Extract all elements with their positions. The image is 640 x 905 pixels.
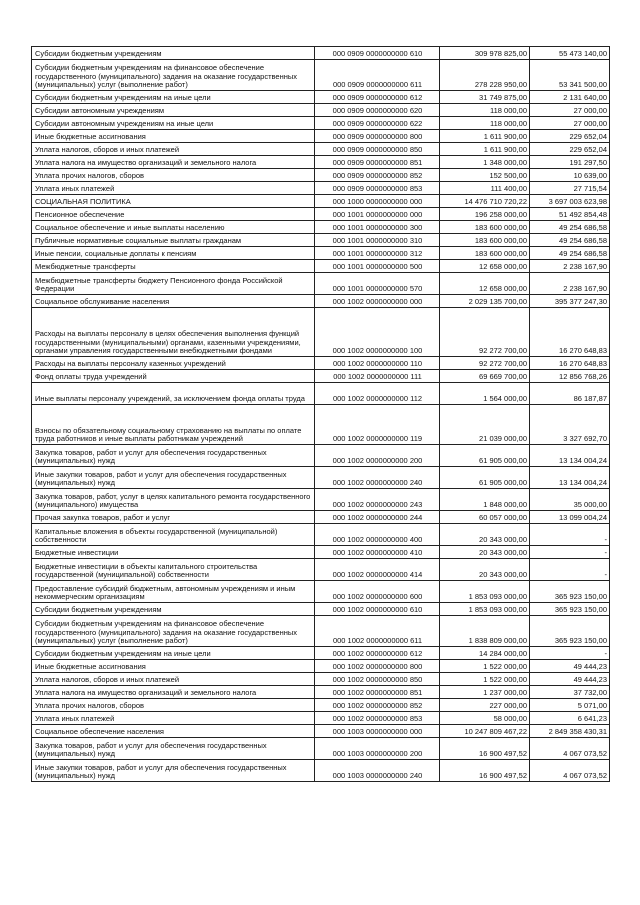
expense-name-text: Уплата налогов, сборов и иных платежей xyxy=(35,675,180,685)
table-row xyxy=(32,117,610,130)
expense-name-cell xyxy=(32,295,315,308)
executed-amount-cell: 53 341 500,00 xyxy=(530,60,610,91)
budget-code-cell: 000 0909 0000000000 622 xyxy=(315,117,440,130)
expense-name-cell xyxy=(32,524,315,546)
budget-code-cell: 000 0909 0000000000 611 xyxy=(315,60,440,91)
table-row xyxy=(32,47,610,60)
expense-name-cell xyxy=(32,195,315,208)
budget-code-cell: 000 1002 0000000000 100 xyxy=(315,308,440,357)
executed-amount-cell: 16 270 648,83 xyxy=(530,308,610,357)
table-row xyxy=(32,524,610,546)
budget-code-cell: 000 0909 0000000000 610 xyxy=(315,47,440,60)
table-row xyxy=(32,603,610,616)
expense-name-text: Иные бюджетные ассигнования xyxy=(35,662,146,672)
expense-name-cell xyxy=(32,370,315,383)
expense-name-text: Социальное обеспечение населения xyxy=(35,727,164,737)
expense-name-text: Закупка товаров, работ и услуг для обеспечения государственных (муниципальных) нужд xyxy=(35,447,267,466)
budget-code-cell: 000 1001 0000000000 500 xyxy=(315,260,440,273)
budget-code-cell: 000 1001 0000000000 570 xyxy=(315,273,440,295)
executed-amount-cell: 13 134 004,24 xyxy=(530,445,610,467)
approved-amount-cell: 152 500,00 xyxy=(440,169,530,182)
expense-name-cell xyxy=(32,383,315,405)
budget-code-cell: 000 1003 0000000000 000 xyxy=(315,725,440,738)
budget-code-cell: 000 1001 0000000000 000 xyxy=(315,208,440,221)
expense-name-cell xyxy=(32,221,315,234)
executed-amount-cell: 27 715,54 xyxy=(530,182,610,195)
table-row xyxy=(32,91,610,104)
expense-name-text: Субсидии бюджетным учреждениям на иные цели xyxy=(35,649,211,659)
budget-code-cell: 000 1001 0000000000 300 xyxy=(315,221,440,234)
executed-amount-cell: 55 473 140,00 xyxy=(530,47,610,60)
table-row xyxy=(32,60,610,91)
executed-amount-cell: 191 297,50 xyxy=(530,156,610,169)
expense-name-cell xyxy=(32,47,315,60)
table-row xyxy=(32,489,610,511)
table-row xyxy=(32,616,610,647)
approved-amount-cell: 14 476 710 720,22 xyxy=(440,195,530,208)
executed-amount-cell: 35 000,00 xyxy=(530,489,610,511)
budget-code-cell: 000 1002 0000000000 414 xyxy=(315,559,440,581)
budget-code-cell: 000 1002 0000000000 850 xyxy=(315,673,440,686)
expense-name-cell xyxy=(32,273,315,295)
approved-amount-cell: 1 853 093 000,00 xyxy=(440,581,530,603)
expense-name-text: Уплата иных платежей xyxy=(35,714,115,724)
approved-amount-cell: 16 900 497,52 xyxy=(440,738,530,760)
approved-amount-cell: 183 600 000,00 xyxy=(440,234,530,247)
budget-code-cell: 000 1000 0000000000 000 xyxy=(315,195,440,208)
expense-name-text: Субсидии автономным учреждениям xyxy=(35,106,165,116)
expense-name-text: Прочая закупка товаров, работ и услуг xyxy=(35,513,171,523)
executed-amount-cell: 49 444,23 xyxy=(530,660,610,673)
expense-name-text: Уплата налога на имущество организаций и земельного налога xyxy=(35,688,257,698)
table-row xyxy=(32,208,610,221)
expense-name-cell xyxy=(32,673,315,686)
expense-name-text: Субсидии бюджетным учреждениям на иные цели xyxy=(35,93,211,103)
table-row xyxy=(32,234,610,247)
executed-amount-cell: 5 071,00 xyxy=(530,699,610,712)
expense-name-cell xyxy=(32,182,315,195)
approved-amount-cell: 61 905 000,00 xyxy=(440,467,530,489)
approved-amount-cell: 118 000,00 xyxy=(440,117,530,130)
table-row xyxy=(32,647,610,660)
approved-amount-cell: 92 272 700,00 xyxy=(440,357,530,370)
expense-name-cell xyxy=(32,104,315,117)
expense-name-text: Субсидии бюджетным учреждениям на финансовое обеспечение государственного (муниципального) задания на оказание государственных (муниципальных) услуг (выполнение работ) xyxy=(35,619,298,646)
budget-code-cell: 000 1002 0000000000 610 xyxy=(315,603,440,616)
table-row xyxy=(32,143,610,156)
executed-amount-cell: 49 254 686,58 xyxy=(530,247,610,260)
approved-amount-cell: 20 343 000,00 xyxy=(440,559,530,581)
approved-amount-cell: 278 228 950,00 xyxy=(440,60,530,91)
executed-amount-cell: 2 238 167,90 xyxy=(530,260,610,273)
executed-amount-cell: 37 732,00 xyxy=(530,686,610,699)
approved-amount-cell: 69 669 700,00 xyxy=(440,370,530,383)
table-row xyxy=(32,738,610,760)
executed-amount-cell: 49 254 686,58 xyxy=(530,234,610,247)
approved-amount-cell: 21 039 000,00 xyxy=(440,405,530,445)
expense-name-cell xyxy=(32,511,315,524)
table-row xyxy=(32,686,610,699)
expense-name-text: Субсидии бюджетным учреждениям xyxy=(35,605,162,615)
approved-amount-cell: 12 658 000,00 xyxy=(440,273,530,295)
budget-code-cell: 000 1002 0000000000 851 xyxy=(315,686,440,699)
budget-code-cell: 000 0909 0000000000 620 xyxy=(315,104,440,117)
executed-amount-cell: 10 639,00 xyxy=(530,169,610,182)
expense-name-text: Иные пенсии, социальные доплаты к пенсиям xyxy=(35,249,197,259)
expense-name-text: Субсидии автономным учреждениям на иные цели xyxy=(35,119,214,129)
budget-code-cell: 000 1002 0000000000 110 xyxy=(315,357,440,370)
approved-amount-cell: 1 853 093 000,00 xyxy=(440,603,530,616)
budget-code-cell: 000 0909 0000000000 850 xyxy=(315,143,440,156)
budget-expenditure-table xyxy=(31,46,610,782)
budget-code-cell: 000 1003 0000000000 240 xyxy=(315,760,440,782)
expense-name-text: Фонд оплаты труда учреждений xyxy=(35,372,147,382)
budget-code-cell: 000 1002 0000000000 243 xyxy=(315,489,440,511)
expense-name-text: Иные закупки товаров, работ и услуг для обеспечения государственных (муниципальных) нужд xyxy=(35,762,287,781)
approved-amount-cell: 1 838 809 000,00 xyxy=(440,616,530,647)
budget-code-cell: 000 0909 0000000000 852 xyxy=(315,169,440,182)
executed-amount-cell: 49 254 686,58 xyxy=(530,221,610,234)
approved-amount-cell: 14 284 000,00 xyxy=(440,647,530,660)
table-row xyxy=(32,273,610,295)
budget-code-cell: 000 1001 0000000000 312 xyxy=(315,247,440,260)
expense-name-cell xyxy=(32,616,315,647)
executed-amount-cell: 51 492 854,48 xyxy=(530,208,610,221)
approved-amount-cell: 1 522 000,00 xyxy=(440,660,530,673)
budget-code-cell: 000 0909 0000000000 800 xyxy=(315,130,440,143)
expense-name-cell xyxy=(32,660,315,673)
expense-name-text: Пенсионное обеспечение xyxy=(35,210,125,220)
table-row xyxy=(32,383,610,405)
table-row xyxy=(32,247,610,260)
expense-name-cell xyxy=(32,725,315,738)
executed-amount-cell: 229 652,04 xyxy=(530,130,610,143)
budget-code-cell: 000 1002 0000000000 853 xyxy=(315,712,440,725)
executed-amount-cell: - xyxy=(530,524,610,546)
table-row xyxy=(32,308,610,357)
expense-name-cell xyxy=(32,247,315,260)
expense-name-cell xyxy=(32,60,315,91)
table-row xyxy=(32,673,610,686)
table-row xyxy=(32,295,610,308)
executed-amount-cell: - xyxy=(530,546,610,559)
approved-amount-cell: 1 611 900,00 xyxy=(440,130,530,143)
executed-amount-cell: 2 131 640,00 xyxy=(530,91,610,104)
expense-name-text: Уплата иных платежей xyxy=(35,184,115,194)
budget-code-cell: 000 0909 0000000000 612 xyxy=(315,91,440,104)
approved-amount-cell: 20 343 000,00 xyxy=(440,524,530,546)
budget-code-cell: 000 1002 0000000000 600 xyxy=(315,581,440,603)
table-row xyxy=(32,169,610,182)
approved-amount-cell: 1 848 000,00 xyxy=(440,489,530,511)
expense-name-cell xyxy=(32,130,315,143)
budget-code-cell: 000 1002 0000000000 410 xyxy=(315,546,440,559)
executed-amount-cell: 365 923 150,00 xyxy=(530,581,610,603)
table-row xyxy=(32,467,610,489)
budget-code-cell: 000 1002 0000000000 852 xyxy=(315,699,440,712)
executed-amount-cell: 2 849 358 430,31 xyxy=(530,725,610,738)
approved-amount-cell: 1 348 000,00 xyxy=(440,156,530,169)
executed-amount-cell: 49 444,23 xyxy=(530,673,610,686)
approved-amount-cell: 12 658 000,00 xyxy=(440,260,530,273)
approved-amount-cell: 20 343 000,00 xyxy=(440,546,530,559)
budget-code-cell: 000 1002 0000000000 612 xyxy=(315,647,440,660)
table-row xyxy=(32,104,610,117)
expense-name-text: Бюджетные инвестиции xyxy=(35,548,119,558)
approved-amount-cell: 1 611 900,00 xyxy=(440,143,530,156)
expense-name-text: Капитальные вложения в объекты государственной (муниципальной) собственности xyxy=(35,526,278,545)
table-row xyxy=(32,195,610,208)
expense-name-cell xyxy=(32,559,315,581)
expense-name-cell xyxy=(32,467,315,489)
table-row xyxy=(32,405,610,445)
budget-code-cell: 000 1002 0000000000 000 xyxy=(315,295,440,308)
approved-amount-cell: 227 000,00 xyxy=(440,699,530,712)
approved-amount-cell: 183 600 000,00 xyxy=(440,247,530,260)
expense-name-cell xyxy=(32,357,315,370)
table-row xyxy=(32,559,610,581)
table-row xyxy=(32,760,610,782)
approved-amount-cell: 111 400,00 xyxy=(440,182,530,195)
expense-name-cell xyxy=(32,260,315,273)
table-row xyxy=(32,712,610,725)
table-row xyxy=(32,581,610,603)
executed-amount-cell: 13 134 004,24 xyxy=(530,467,610,489)
expense-name-text: Межбюджетные трансферты бюджету Пенсионного фонда Российской Федерации xyxy=(35,275,283,294)
expense-name-text: Социальное обеспечение и иные выплаты населению xyxy=(35,223,225,233)
expense-name-text: Иные закупки товаров, работ и услуг для обеспечения государственных (муниципальных) нужд xyxy=(35,469,287,488)
budget-code-cell: 000 1002 0000000000 200 xyxy=(315,445,440,467)
table-row xyxy=(32,130,610,143)
budget-code-cell: 000 0909 0000000000 851 xyxy=(315,156,440,169)
approved-amount-cell: 92 272 700,00 xyxy=(440,308,530,357)
table-row xyxy=(32,725,610,738)
table-row xyxy=(32,156,610,169)
approved-amount-cell: 183 600 000,00 xyxy=(440,221,530,234)
executed-amount-cell: 3 697 003 623,98 xyxy=(530,195,610,208)
expense-name-text: Иные бюджетные ассигнования xyxy=(35,132,146,142)
expense-name-cell xyxy=(32,546,315,559)
expense-name-text: Субсидии бюджетным учреждениям на финансовое обеспечение государственного (муниципального) задания на оказание государственных (муниципальных) услуг (выполнение работ) xyxy=(35,63,298,90)
expense-name-text: Межбюджетные трансферты xyxy=(35,262,136,272)
table-row xyxy=(32,357,610,370)
expense-name-cell xyxy=(32,603,315,616)
expense-name-cell xyxy=(32,686,315,699)
approved-amount-cell: 196 258 000,00 xyxy=(440,208,530,221)
approved-amount-cell: 309 978 825,00 xyxy=(440,47,530,60)
executed-amount-cell: - xyxy=(530,647,610,660)
approved-amount-cell: 58 000,00 xyxy=(440,712,530,725)
expense-name-cell xyxy=(32,581,315,603)
budget-code-cell: 000 1002 0000000000 400 xyxy=(315,524,440,546)
expense-name-text: Предоставление субсидий бюджетным, автономным учреждениям и иным некоммерческим организациям xyxy=(35,583,296,602)
executed-amount-cell: 12 856 768,26 xyxy=(530,370,610,383)
expense-name-text: Уплата прочих налогов, сборов xyxy=(35,701,145,711)
expense-name-text: Социальное обслуживание населения xyxy=(35,297,170,307)
expense-name-text: Уплата налогов, сборов и иных платежей xyxy=(35,145,180,155)
expense-name-text: Закупка товаров, работ, услуг в целях капитального ремонта государственного (муниципального) имущества xyxy=(35,491,311,510)
executed-amount-cell: 4 067 073,52 xyxy=(530,738,610,760)
expense-name-cell xyxy=(32,699,315,712)
approved-amount-cell: 2 029 135 700,00 xyxy=(440,295,530,308)
approved-amount-cell: 61 905 000,00 xyxy=(440,445,530,467)
expense-name-text: Субсидии бюджетным учреждениям xyxy=(35,49,162,59)
executed-amount-cell: 365 923 150,00 xyxy=(530,616,610,647)
executed-amount-cell: 365 923 150,00 xyxy=(530,603,610,616)
executed-amount-cell: 6 641,23 xyxy=(530,712,610,725)
table-row xyxy=(32,511,610,524)
expense-name-text: Иные выплаты персоналу учреждений, за исключением фонда оплаты труда xyxy=(35,394,305,404)
budget-code-cell: 000 1001 0000000000 310 xyxy=(315,234,440,247)
expense-name-cell xyxy=(32,169,315,182)
executed-amount-cell: 229 652,04 xyxy=(530,143,610,156)
executed-amount-cell: 27 000,00 xyxy=(530,117,610,130)
table-row xyxy=(32,260,610,273)
expense-name-text: Взносы по обязательному социальному страхованию на выплаты по оплате труда работников и иные выплаты работникам учреждений xyxy=(35,425,302,444)
budget-code-cell: 000 1002 0000000000 800 xyxy=(315,660,440,673)
expense-name-text: СОЦИАЛЬНАЯ ПОЛИТИКА xyxy=(35,197,131,207)
approved-amount-cell: 1 564 000,00 xyxy=(440,383,530,405)
expense-name-cell xyxy=(32,405,315,445)
budget-code-cell: 000 1002 0000000000 111 xyxy=(315,370,440,383)
table-row xyxy=(32,182,610,195)
expense-name-text: Бюджетные инвестиции в объекты капитального строительства государственной (муниципальной) собственности xyxy=(35,561,258,580)
executed-amount-cell: - xyxy=(530,559,610,581)
expense-name-cell xyxy=(32,308,315,357)
expense-name-cell xyxy=(32,445,315,467)
table-body xyxy=(32,47,610,782)
approved-amount-cell: 1 522 000,00 xyxy=(440,673,530,686)
expense-name-cell xyxy=(32,647,315,660)
executed-amount-cell: 86 187,87 xyxy=(530,383,610,405)
expense-name-cell xyxy=(32,738,315,760)
budget-code-cell: 000 1003 0000000000 200 xyxy=(315,738,440,760)
executed-amount-cell: 27 000,00 xyxy=(530,104,610,117)
expense-name-cell xyxy=(32,234,315,247)
expense-name-cell xyxy=(32,712,315,725)
approved-amount-cell: 31 749 875,00 xyxy=(440,91,530,104)
executed-amount-cell: 13 099 004,24 xyxy=(530,511,610,524)
table-row xyxy=(32,699,610,712)
table-row xyxy=(32,370,610,383)
expense-name-cell xyxy=(32,760,315,782)
expense-name-text: Уплата прочих налогов, сборов xyxy=(35,171,145,181)
budget-code-cell: 000 1002 0000000000 240 xyxy=(315,467,440,489)
approved-amount-cell: 10 247 809 467,22 xyxy=(440,725,530,738)
expense-name-cell xyxy=(32,489,315,511)
table-row xyxy=(32,660,610,673)
budget-code-cell: 000 1002 0000000000 244 xyxy=(315,511,440,524)
expense-name-text: Уплата налога на имущество организаций и земельного налога xyxy=(35,158,257,168)
approved-amount-cell: 60 057 000,00 xyxy=(440,511,530,524)
table-row xyxy=(32,546,610,559)
executed-amount-cell: 395 377 247,30 xyxy=(530,295,610,308)
approved-amount-cell: 118 000,00 xyxy=(440,104,530,117)
expense-name-cell xyxy=(32,117,315,130)
budget-code-cell: 000 1002 0000000000 112 xyxy=(315,383,440,405)
executed-amount-cell: 16 270 648,83 xyxy=(530,357,610,370)
expense-name-cell xyxy=(32,156,315,169)
executed-amount-cell: 2 238 167,90 xyxy=(530,273,610,295)
executed-amount-cell: 4 067 073,52 xyxy=(530,760,610,782)
budget-code-cell: 000 1002 0000000000 611 xyxy=(315,616,440,647)
approved-amount-cell: 1 237 000,00 xyxy=(440,686,530,699)
expense-name-text: Расходы на выплаты персоналу казенных учреждений xyxy=(35,359,226,369)
table-row xyxy=(32,221,610,234)
expense-name-cell xyxy=(32,91,315,104)
expense-name-text: Публичные нормативные социальные выплаты гражданам xyxy=(35,236,242,246)
approved-amount-cell: 16 900 497,52 xyxy=(440,760,530,782)
executed-amount-cell: 3 327 692,70 xyxy=(530,405,610,445)
table-row xyxy=(32,445,610,467)
budget-code-cell: 000 1002 0000000000 119 xyxy=(315,405,440,445)
expense-name-cell xyxy=(32,208,315,221)
expense-name-cell xyxy=(32,143,315,156)
expense-name-text: Закупка товаров, работ и услуг для обеспечения государственных (муниципальных) нужд xyxy=(35,740,267,759)
expense-name-text: Расходы на выплаты персоналу в целях обеспечения выполнения функций государственными (муниципальными) органами, казенными учреждениями, органами управления государственными внебюджетными фондами xyxy=(35,329,301,356)
budget-code-cell: 000 0909 0000000000 853 xyxy=(315,182,440,195)
